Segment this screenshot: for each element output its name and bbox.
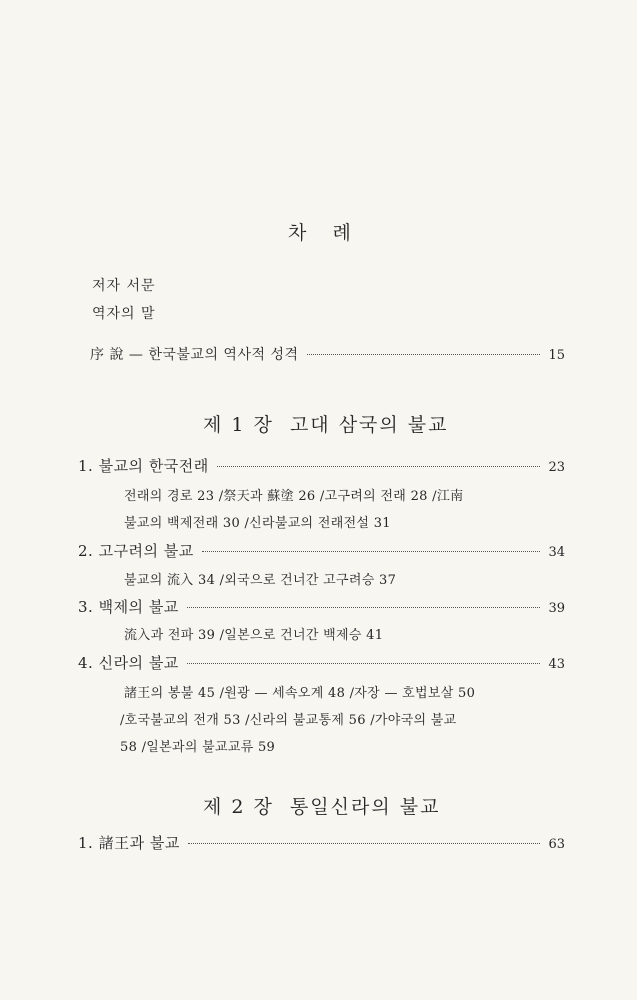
toc-entry-page: 15 bbox=[548, 348, 565, 363]
dot-leader bbox=[187, 663, 541, 664]
toc-entry-label: 4. 신라의 불교 bbox=[78, 654, 179, 672]
toc-entry-page: 23 bbox=[548, 460, 565, 475]
front-matter-author-preface: 저자 서문 bbox=[92, 278, 156, 294]
front-matter-translator-note: 역자의 말 bbox=[92, 306, 156, 322]
toc-entry-label: 序 說 — 한국불교의 역사적 성격 bbox=[90, 347, 299, 363]
dot-leader bbox=[307, 354, 541, 355]
dot-leader bbox=[217, 466, 541, 467]
toc-subline: 58 /일본과의 불교교류 59 bbox=[120, 740, 276, 755]
dot-leader bbox=[202, 551, 541, 552]
dot-leader bbox=[188, 843, 541, 844]
chapter-heading: 제 2 장 통일신라의 불교 bbox=[203, 796, 441, 818]
toc-title: 차 례 bbox=[288, 222, 353, 244]
toc-entry bbox=[78, 596, 565, 617]
toc-entry bbox=[78, 455, 565, 476]
toc-entry-page: 43 bbox=[548, 657, 565, 672]
toc-entry bbox=[78, 832, 565, 853]
toc-entry bbox=[78, 652, 565, 673]
toc-entry-page: 39 bbox=[548, 601, 565, 616]
toc-subline: /호국불교의 전개 53 /신라의 불교통제 56 /가야국의 불교 bbox=[120, 713, 457, 728]
toc-entry-label: 1. 諸王과 불교 bbox=[78, 834, 180, 852]
toc-subline: 불교의 백제전래 30 /신라불교의 전래전설 31 bbox=[124, 516, 391, 531]
toc-entry-page: 63 bbox=[548, 837, 565, 852]
toc-entry-preface bbox=[90, 344, 565, 364]
toc-entry-label: 1. 불교의 한국전래 bbox=[78, 457, 209, 475]
toc-entry bbox=[78, 540, 565, 561]
dot-leader bbox=[187, 607, 541, 608]
toc-subline: 전래의 경로 23 /祭天과 蘇塗 26 /고구려의 전래 28 /江南 bbox=[124, 489, 464, 504]
toc-entry-label: 3. 백제의 불교 bbox=[78, 598, 179, 616]
toc-subline: 諸王의 봉불 45 /원광 — 세속오계 48 /자장 — 호법보살 50 bbox=[124, 686, 476, 701]
toc-subline: 불교의 流入 34 /외국으로 건너간 고구려승 37 bbox=[124, 573, 397, 588]
toc-entry-label: 2. 고구려의 불교 bbox=[78, 542, 194, 560]
toc-entry-page: 34 bbox=[548, 545, 565, 560]
toc-subline: 流入과 전파 39 /일본으로 건너간 백제승 41 bbox=[124, 628, 384, 643]
chapter-heading: 제 1 장 고대 삼국의 불교 bbox=[203, 414, 449, 436]
